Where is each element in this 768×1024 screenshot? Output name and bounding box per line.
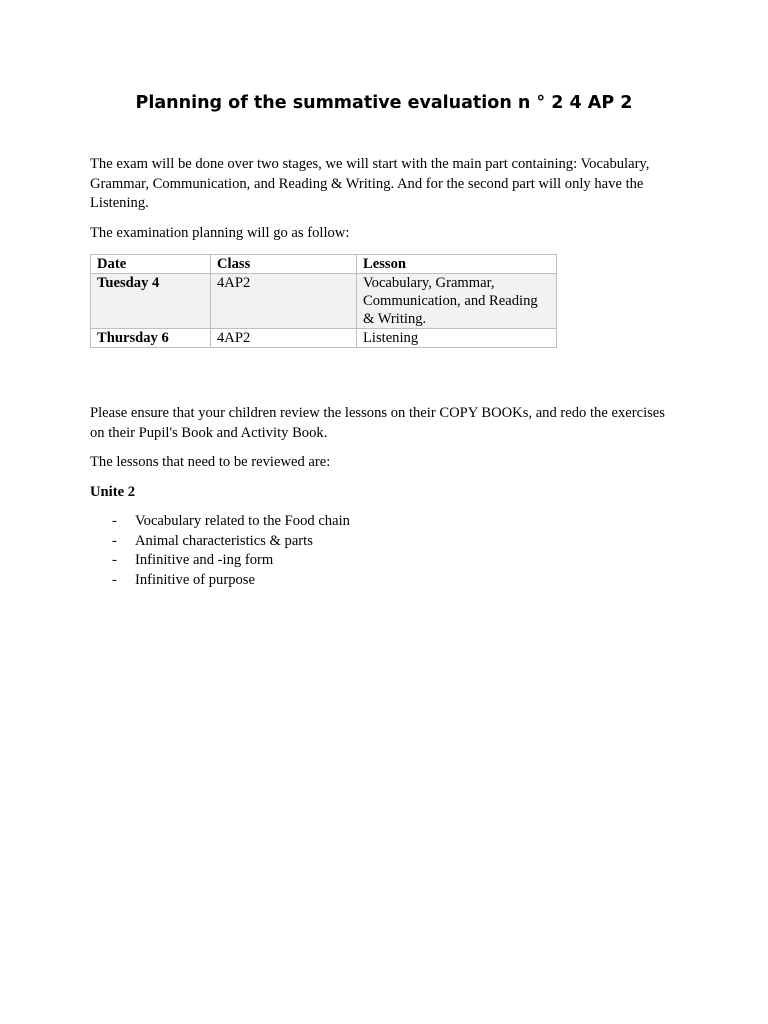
topics-list	[90, 512, 350, 590]
header-class: Class	[211, 255, 357, 274]
bullet-dash: -	[112, 552, 117, 568]
planning-intro-paragraph: The examination planning will go as follow:	[90, 225, 350, 241]
intro-paragraph: The exam will be done over two stages, we will start with the main part containing: Vocabulary, Grammar, Communication, and Reading & Writing. And for the second part will only have the Listening.	[90, 156, 650, 211]
cell-class: 4AP2	[211, 329, 357, 348]
list-item	[90, 532, 350, 552]
topic-text: Infinitive of purpose	[135, 571, 255, 588]
cell-lesson: Listening	[357, 329, 557, 348]
list-item	[90, 551, 350, 571]
exam-schedule-table	[90, 254, 557, 348]
list-item	[90, 512, 350, 532]
topic-text: Animal characteristics & parts	[135, 532, 313, 549]
cell-lesson: Vocabulary, Grammar, Communication, and Reading & Writing.	[357, 274, 557, 329]
header-date: Date	[91, 255, 211, 274]
document-title: Planning of the summative evaluation n ° 2 4 AP 2	[135, 93, 633, 113]
unit-heading: Unite 2	[90, 484, 135, 500]
header-lesson: Lesson	[357, 255, 557, 274]
bullet-dash: -	[112, 532, 117, 549]
topic-text: Vocabulary related to the Food chain	[135, 513, 350, 529]
table-header-row	[91, 255, 557, 274]
bullet-dash: -	[112, 571, 117, 588]
cell-date: Thursday 6	[91, 329, 211, 348]
table-row	[91, 329, 557, 348]
lessons-intro-paragraph: The lessons that need to be reviewed are:	[90, 454, 331, 470]
bullet-dash: -	[112, 513, 117, 529]
topic-text: Infinitive and -ing form	[135, 552, 274, 568]
review-instructions-paragraph: Please ensure that your children review the lessons on their COPY BOOKs, and redo the exercises on their Pupil's Book and Activity Book.	[90, 405, 665, 441]
list-item	[90, 571, 350, 591]
cell-class: 4AP2	[211, 274, 357, 329]
table-row	[91, 274, 557, 329]
cell-date: Tuesday 4	[91, 274, 211, 329]
